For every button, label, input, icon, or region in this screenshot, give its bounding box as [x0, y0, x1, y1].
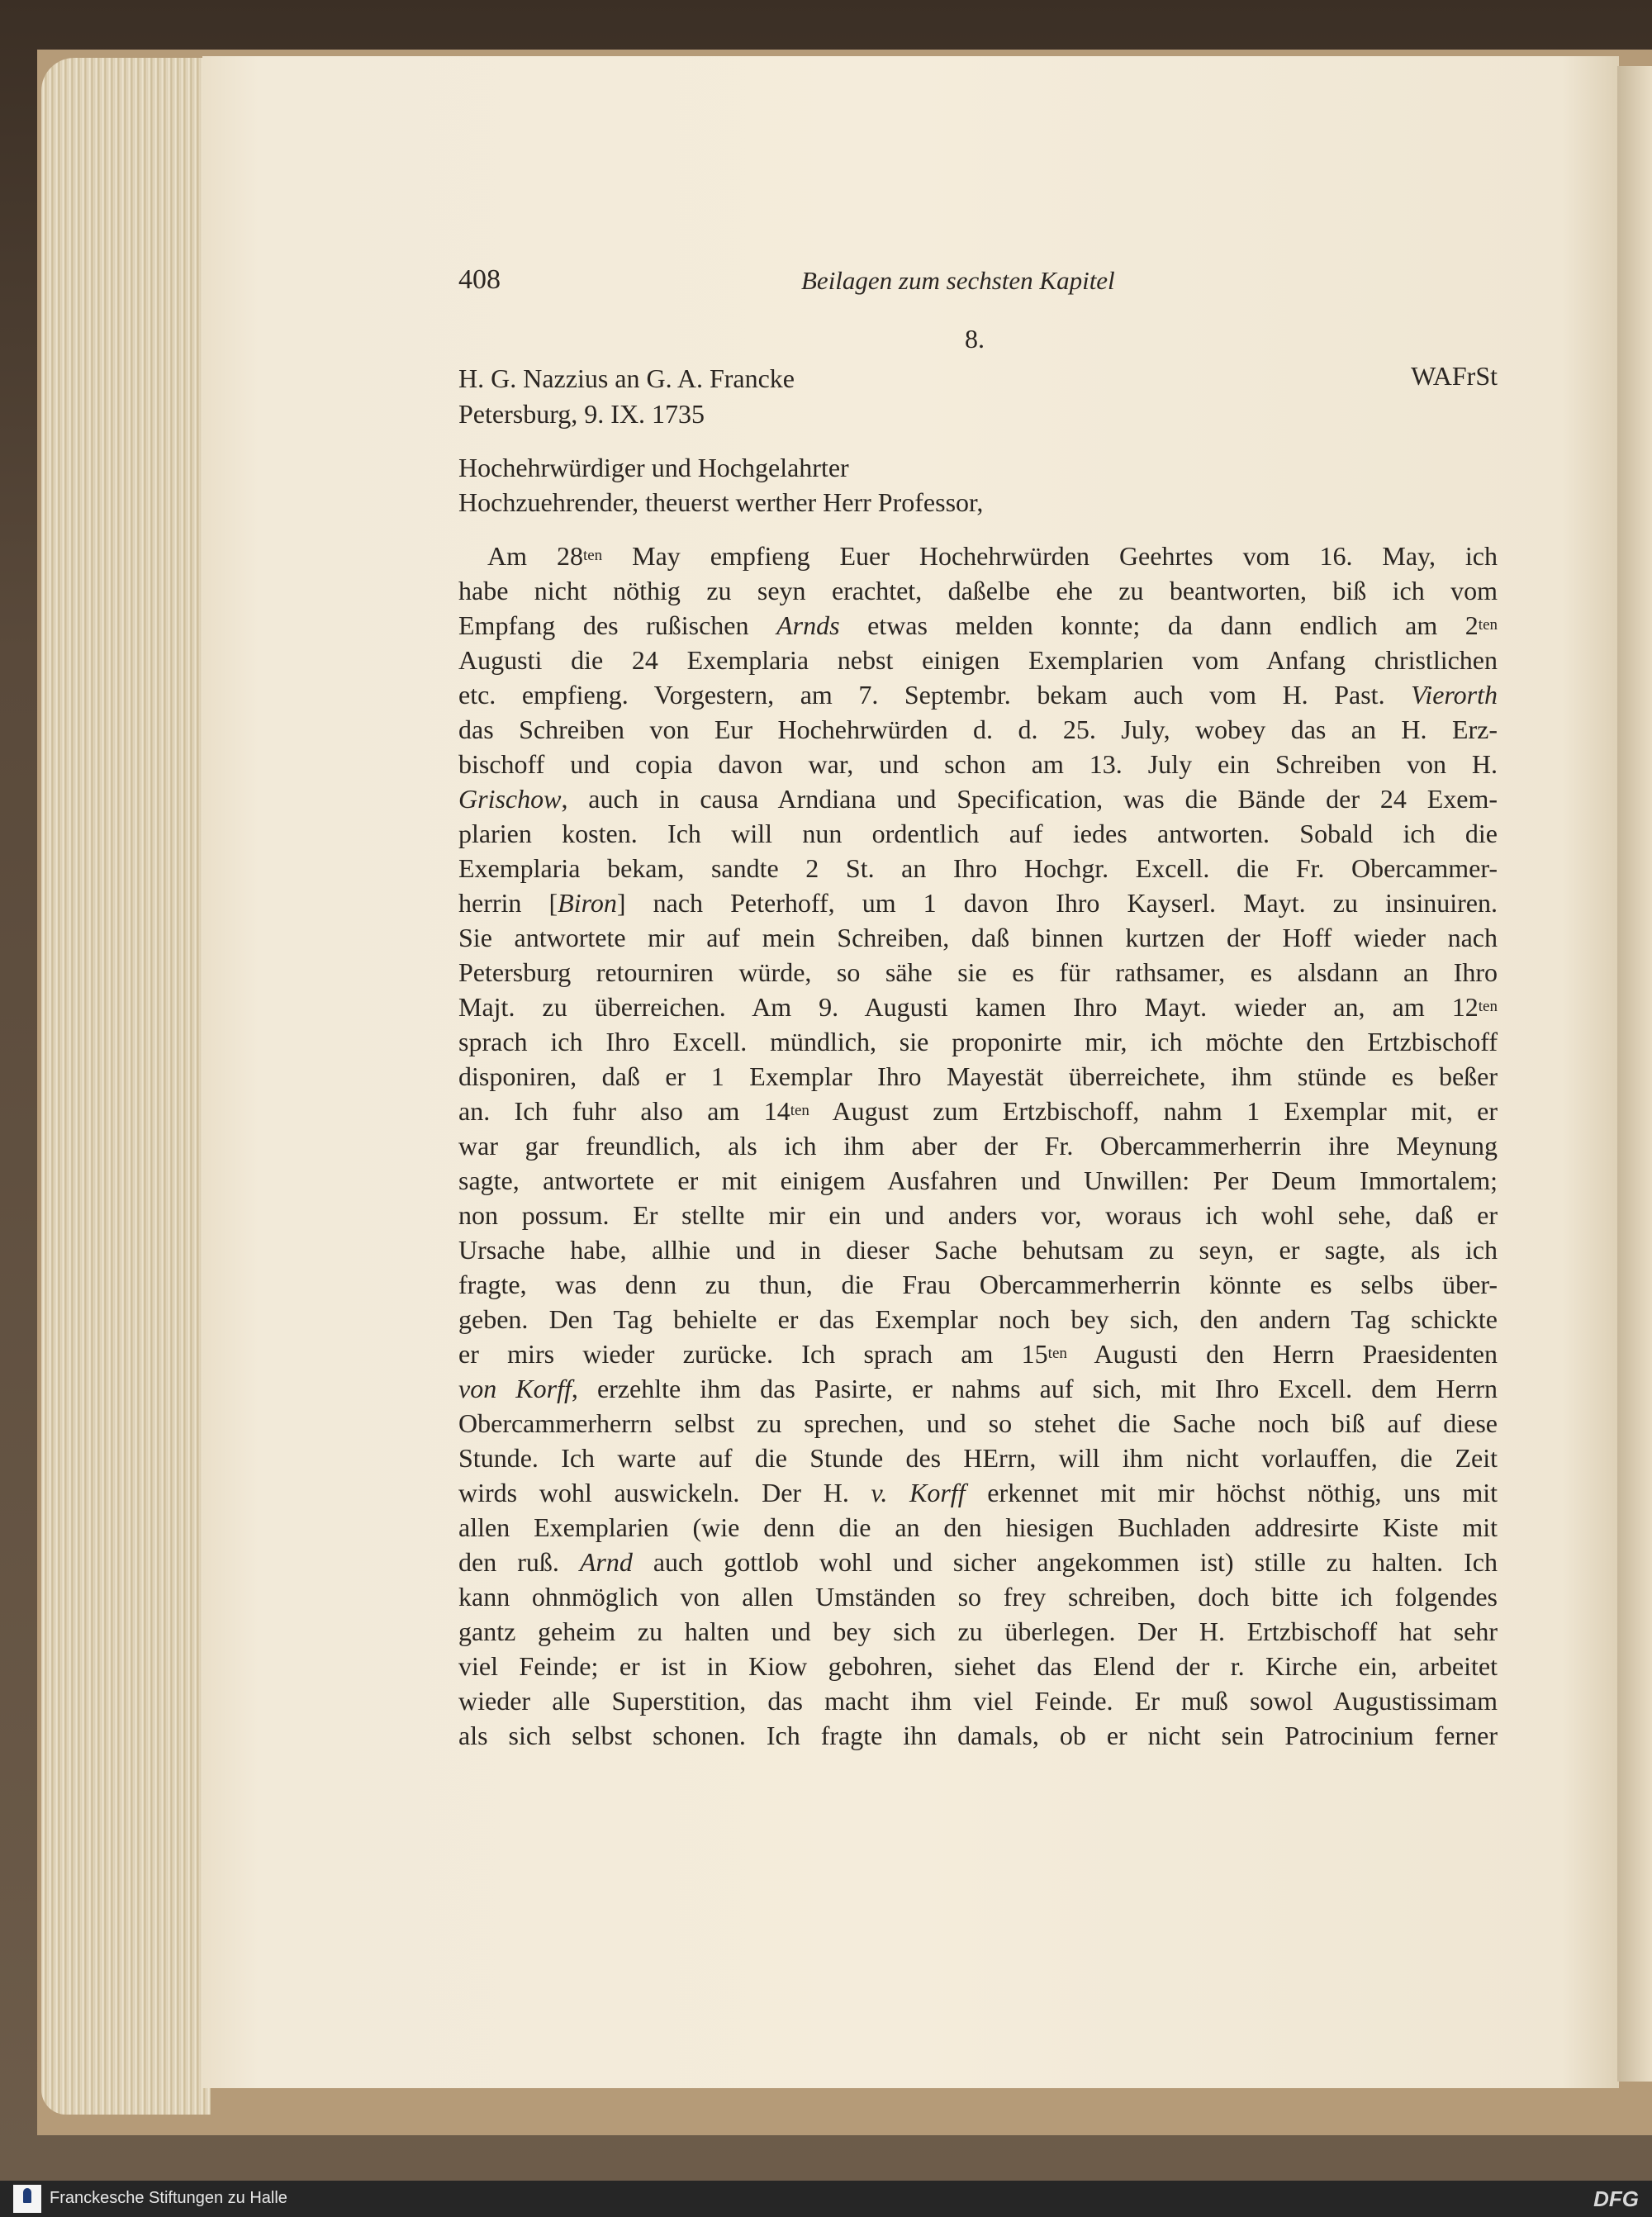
body-line: war gar freundlich, als ich ihm aber der Fr. Obercammerherrin ihre Meynung [458, 1131, 1498, 1161]
body-line: non possum. Er stellte mir ein und anders vor, woraus ich wohl sehe, daß er [458, 1200, 1498, 1230]
body-line: Sie antwortete mir auf mein Schreiben, daß binnen kurtzen der Hoff wieder nach [458, 923, 1498, 952]
body-line: kann ohnmöglich von allen Umständen so frey schreiben, doch bitte ich folgendes [458, 1582, 1498, 1612]
body-line: Ursache habe, allhie und in dieser Sache behutsam zu seyn, er sagte, als ich [458, 1235, 1498, 1265]
body-line: Stunde. Ich warte auf die Stunde des HErrn, will ihm nicht vorlauffen, die Zeit [458, 1443, 1498, 1473]
body-line: den ruß. Arnd auch gottlob wohl und sicher angekommen ist) stille zu halten. Ich [458, 1547, 1498, 1577]
page-number: 408 [458, 264, 501, 295]
archive-siglum: WAFrSt [1411, 361, 1498, 391]
salutation-line: Hochehrwürdiger und Hochgelahrter [458, 453, 849, 482]
body-line: habe nicht nöthig zu seyn erachtet, daßelbe ehe zu beantworten, biß ich vom [458, 576, 1498, 605]
body-line: er mirs wieder zurücke. Ich sprach am $15^{ten}$ Augusti den Herrn Praesidenten [458, 1339, 1498, 1369]
institution-name: Franckesche Stiftungen zu Halle [50, 2189, 287, 2207]
sender-recipient: H. G. Nazzius an G. A. Francke [458, 363, 795, 393]
body-line: Exemplaria bekam, sandte 2 St. an Ihro Hochgr. Excell. die Fr. Obercammer- [458, 853, 1498, 883]
body-line: herrin [Biron] nach Peterhoff, um 1 davon Ihro Kayserl. Mayt. zu insinuiren. [458, 888, 1498, 918]
salutation-line: Hochzuehrender, theuerst werther Herr Professor, [458, 487, 984, 517]
body-line: Am $28^{ten}$ May empfieng Euer Hochehrwürden Geehrtes vom 16. May, ich [487, 541, 1498, 571]
body-line: disponiren, daß er 1 Exemplar Ihro Mayestät überreichete, ihm stünde es beßer [458, 1061, 1498, 1091]
body-line: plarien kosten. Ich will nun ordentlich auf iedes antworten. Sobald ich die [458, 819, 1498, 848]
body-line: Majt. zu überreichen. Am 9. Augusti kamen Ihro Mayt. wieder an, am $12^{ten}$ [458, 992, 1498, 1022]
body-line: sagte, antwortete er mit einigem Ausfahren und Unwillen: Per Deum Immortalem; [458, 1165, 1498, 1195]
body-line: Augusti die 24 Exemplaria nebst einigen Exemplarien vom Anfang christlichen [458, 645, 1498, 675]
body-line: Empfang des rußischen Arnds etwas melden konnte; da dann endlich am $2^{ten}$ [458, 610, 1498, 640]
viewer-footer [0, 2181, 1652, 2217]
dfg-logo: DFG [1593, 2186, 1639, 2211]
body-line: Obercammerherrn selbst zu sprechen, und so stehet die Sache noch biß auf diese [458, 1408, 1498, 1438]
body-line: etc. empfieng. Vorgestern, am 7. Septembr. bekam auch vom H. Past. Vierorth [458, 680, 1498, 710]
body-line: allen Exemplarien (wie denn die an den hiesigen Buchladen addresirte Kiste mit [458, 1512, 1498, 1542]
body-line: sprach ich Ihro Excell. mündlich, sie proponirte mir, ich möchte den Ertzbischoff [458, 1027, 1498, 1056]
body-line: geben. Den Tag behielte er das Exemplar noch bey sich, den andern Tag schickte [458, 1304, 1498, 1334]
body-line: Grischow, auch in causa Arndiana und Specification, was die Bände der 24 Exem- [458, 784, 1498, 814]
foundation-logo-icon [13, 2185, 41, 2213]
body-line: wieder alle Superstition, das macht ihm viel Feinde. Er muß sowol Augustissimam [458, 1686, 1498, 1716]
body-line: als sich selbst schonen. Ich fragte ihn damals, ob er nicht sein Patrocinium ferner [458, 1721, 1498, 1750]
running-title: Beilagen zum sechsten Kapitel [801, 266, 1115, 295]
document-number: 8. [965, 324, 985, 354]
body-line: von Korff, erzehlte ihm das Pasirte, er nahms auf sich, mit Ihro Excell. dem Herrn [458, 1374, 1498, 1403]
place-date: Petersburg, 9. IX. 1735 [458, 399, 705, 429]
body-line: an. Ich fuhr also am $14^{ten}$ August zum Ertzbischoff, nahm 1 Exemplar mit, er [458, 1096, 1498, 1126]
body-line: das Schreiben von Eur Hochehrwürden d. d. 25. July, wobey das an H. Erz- [458, 714, 1498, 744]
body-line: wirds wohl auswickeln. Der H. v. Korff erkennet mit mir höchst nöthig, uns mit [458, 1478, 1498, 1507]
body-line: viel Feinde; er ist in Kiow gebohren, siehet das Elend der r. Kirche ein, arbeitet [458, 1651, 1498, 1681]
body-line: bischoff und copia davon war, und schon am 13. July ein Schreiben von H. [458, 749, 1498, 779]
body-line: fragte, was denn zu thun, die Frau Obercammerherrin könnte es selbs über- [458, 1270, 1498, 1299]
body-line: gantz geheim zu halten und bey sich zu überlegen. Der H. Ertzbischoff hat sehr [458, 1616, 1498, 1646]
body-line: Petersburg retourniren würde, so sähe sie es für rathsamer, es alsdann an Ihro [458, 957, 1498, 987]
